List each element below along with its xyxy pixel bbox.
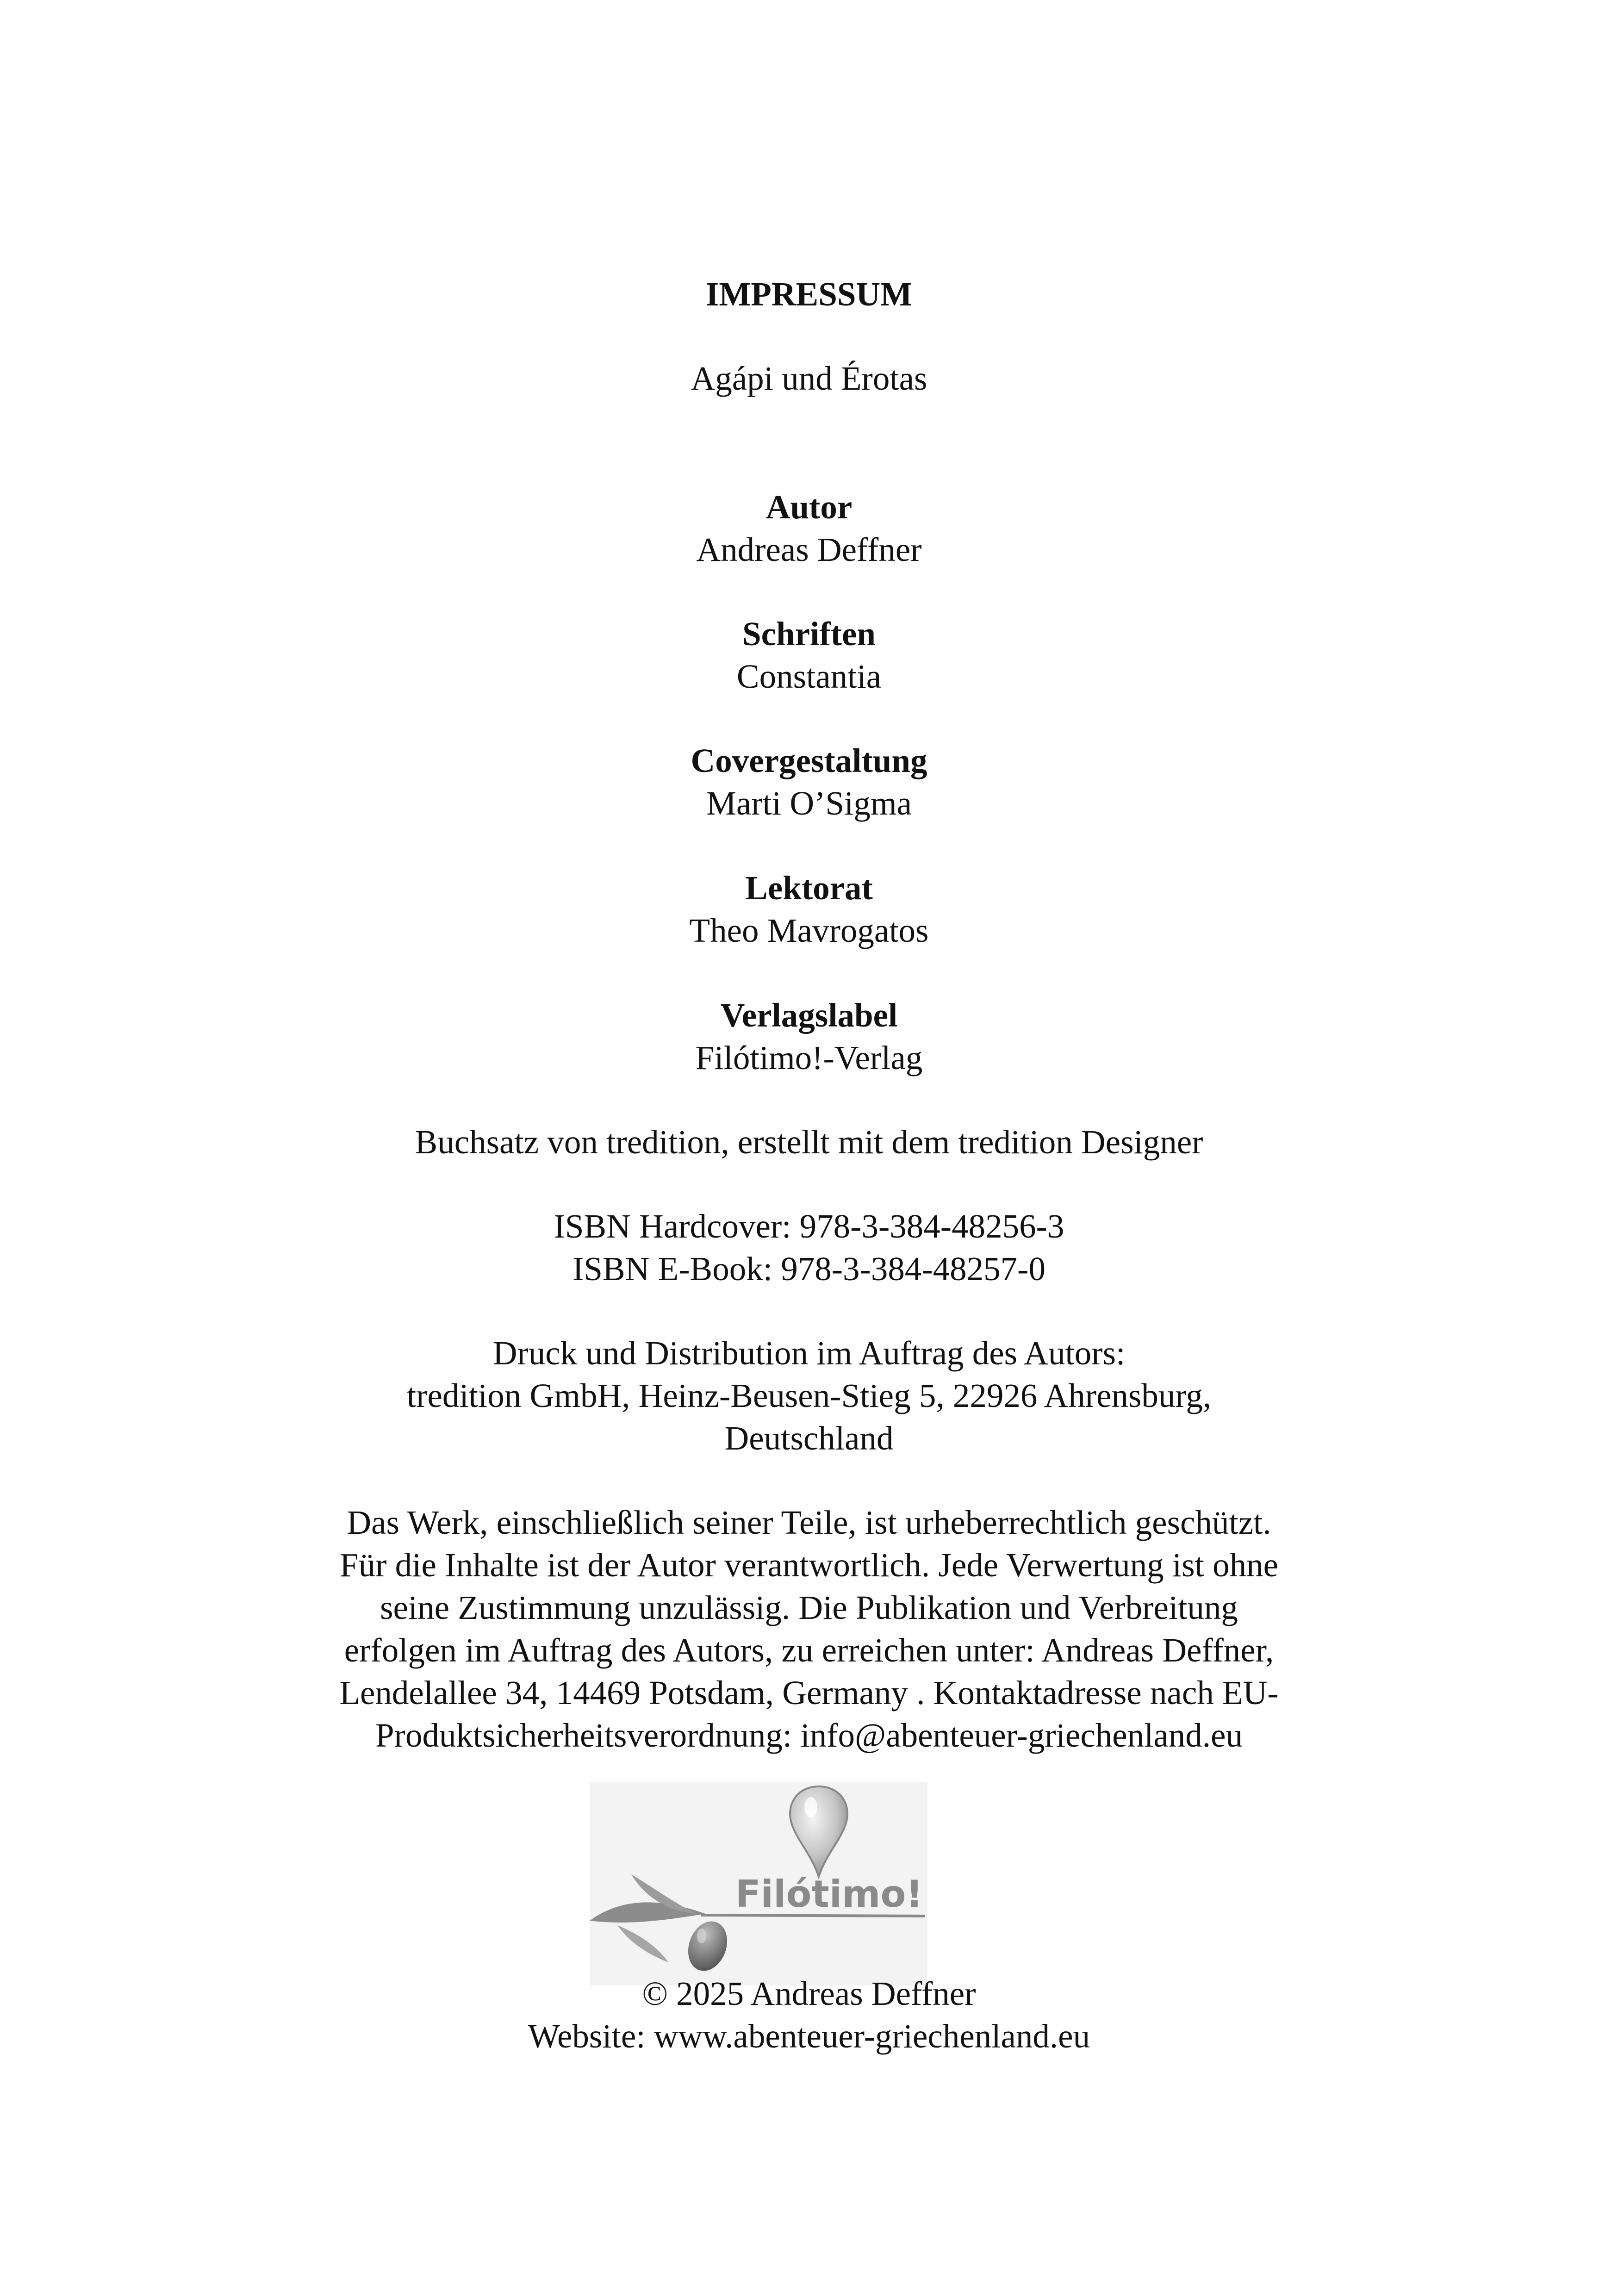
credit-value-lektorat: Theo Mavrogatos: [689, 912, 929, 949]
credit-value-schriften: Constantia: [736, 658, 882, 695]
legal-line: erfolgen im Auftrag des Autors, zu erreichen unter: Andreas Deffner,: [344, 1631, 1274, 1669]
filotimo-logo: [590, 1782, 927, 1985]
legal-line: seine Zustimmung unzulässig. Die Publikation und Verbreitung: [380, 1589, 1238, 1626]
credit-label-covergestaltung: Covergestaltung: [691, 742, 927, 779]
credit-value-verlagslabel: Filótimo!-Verlag: [695, 1039, 923, 1076]
isbn-hardcover: ISBN Hardcover: 978-3-384-48256-3: [554, 1207, 1064, 1245]
credit-label-schriften: Schriften: [742, 615, 876, 653]
page-heading: IMPRESSUM: [705, 275, 913, 313]
credit-value-covergestaltung: Marti O’Sigma: [706, 784, 912, 822]
logo-wordmark: Filótimo!: [735, 1873, 923, 1916]
credit-label-verlagslabel: Verlagslabel: [720, 996, 898, 1034]
credit-label-lektorat: Lektorat: [745, 869, 873, 907]
olive-branch-drop-logo-icon: [590, 1782, 927, 1985]
credit-value-autor: Andreas Deffner: [696, 531, 922, 568]
typesetting-note: Buchsatz von tredition, erstellt mit dem tredition Designer: [415, 1123, 1203, 1161]
legal-line: Lendelallee 34, 14469 Potsdam, Germany . Kontaktadresse nach EU-: [339, 1674, 1279, 1711]
distribution-line: Druck und Distribution im Auftrag des Autors:: [492, 1334, 1126, 1372]
legal-line: Das Werk, einschließlich seiner Teile, ist urheberrechtlich geschützt.: [347, 1504, 1271, 1541]
isbn-ebook: ISBN E-Book: 978-3-384-48257-0: [573, 1250, 1045, 1288]
distribution-line: Deutschland: [724, 1419, 894, 1457]
legal-line: Produktsicherheitsverordnung: info@abenteuer-griechenland.eu: [375, 1717, 1243, 1754]
credit-label-autor: Autor: [765, 488, 853, 526]
book-title: Agápi und Érotas: [691, 360, 927, 397]
website-link[interactable]: Website: www.abenteuer-griechenland.eu: [528, 2017, 1090, 2055]
copyright-notice: © 2025 Andreas Deffner: [642, 1975, 976, 2012]
distribution-line: tredition GmbH, Heinz-Beusen-Stieg 5, 22926 Ahrensburg,: [406, 1377, 1212, 1414]
legal-line: Für die Inhalte ist der Autor verantwortlich. Jede Verwertung ist ohne: [340, 1546, 1278, 1584]
